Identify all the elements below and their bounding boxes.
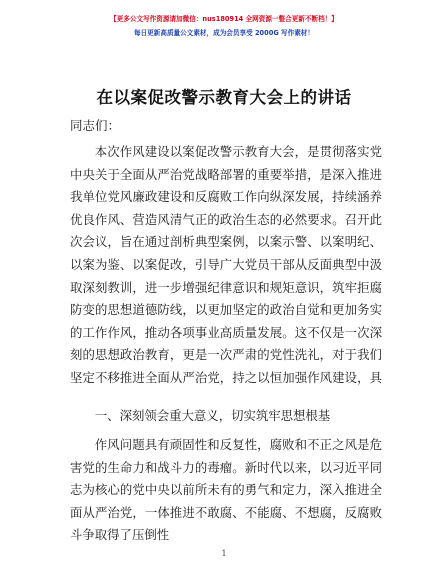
promo-banner-line-2: 每日更新高质量公文素材，成为会员享受 2000G 写作素材！ <box>133 29 314 37</box>
section-heading: 一、深刻领会重大意义，切实筑牢思想根基 <box>94 408 331 423</box>
body-paragraph-2: 作风问题具有顽固性和反复性，腐败和不正之风是危害党的生命力和战斗力的毒瘤。新时代以来，以习近平同志为核心的党中央以前所未有的勇气和定力，深入推进全面从严治党，一体推进不敢腐、不能腐、不想腐，反腐败斗争取得了压倒性 <box>70 437 382 543</box>
promo-banner-line-1: 【更多公文写作资源请加微信：nus180914 全网资源一整合更新不断档！】 <box>110 15 338 23</box>
document-title: 在以案促改警示教育大会上的讲话 <box>96 88 352 107</box>
page-number: 1 <box>221 549 227 558</box>
greeting: 同志们： <box>70 118 121 133</box>
body-paragraph-1: 本次作风建设以案促改警示教育大会，是贯彻落实党中央关于全面从严治党战略部署的重要举措，是深入推进我单位党风廉政建设和反腐败工作向纵深发展，持续涵养优良作风、营造风清气正的政治生态的必然要求。召开此次会议，旨在通过剖析典型案例，以案示警、以案明纪、以案为鉴、以案促改，引导广大党员干部从反面典型中汲取深刻教训，进一步增强纪律意识和规矩意识，筑牢拒腐防变的思想道德防线，以更加坚定的政治自觉和更加务实的工作作风，推动各项事业高质量发展。这不仅是一次深刻的思想政治教育，更是一次严肃的党性洗礼，对于我们坚定不移推进全面从严治党，持之以恒加强作风建设，具 <box>70 144 382 385</box>
